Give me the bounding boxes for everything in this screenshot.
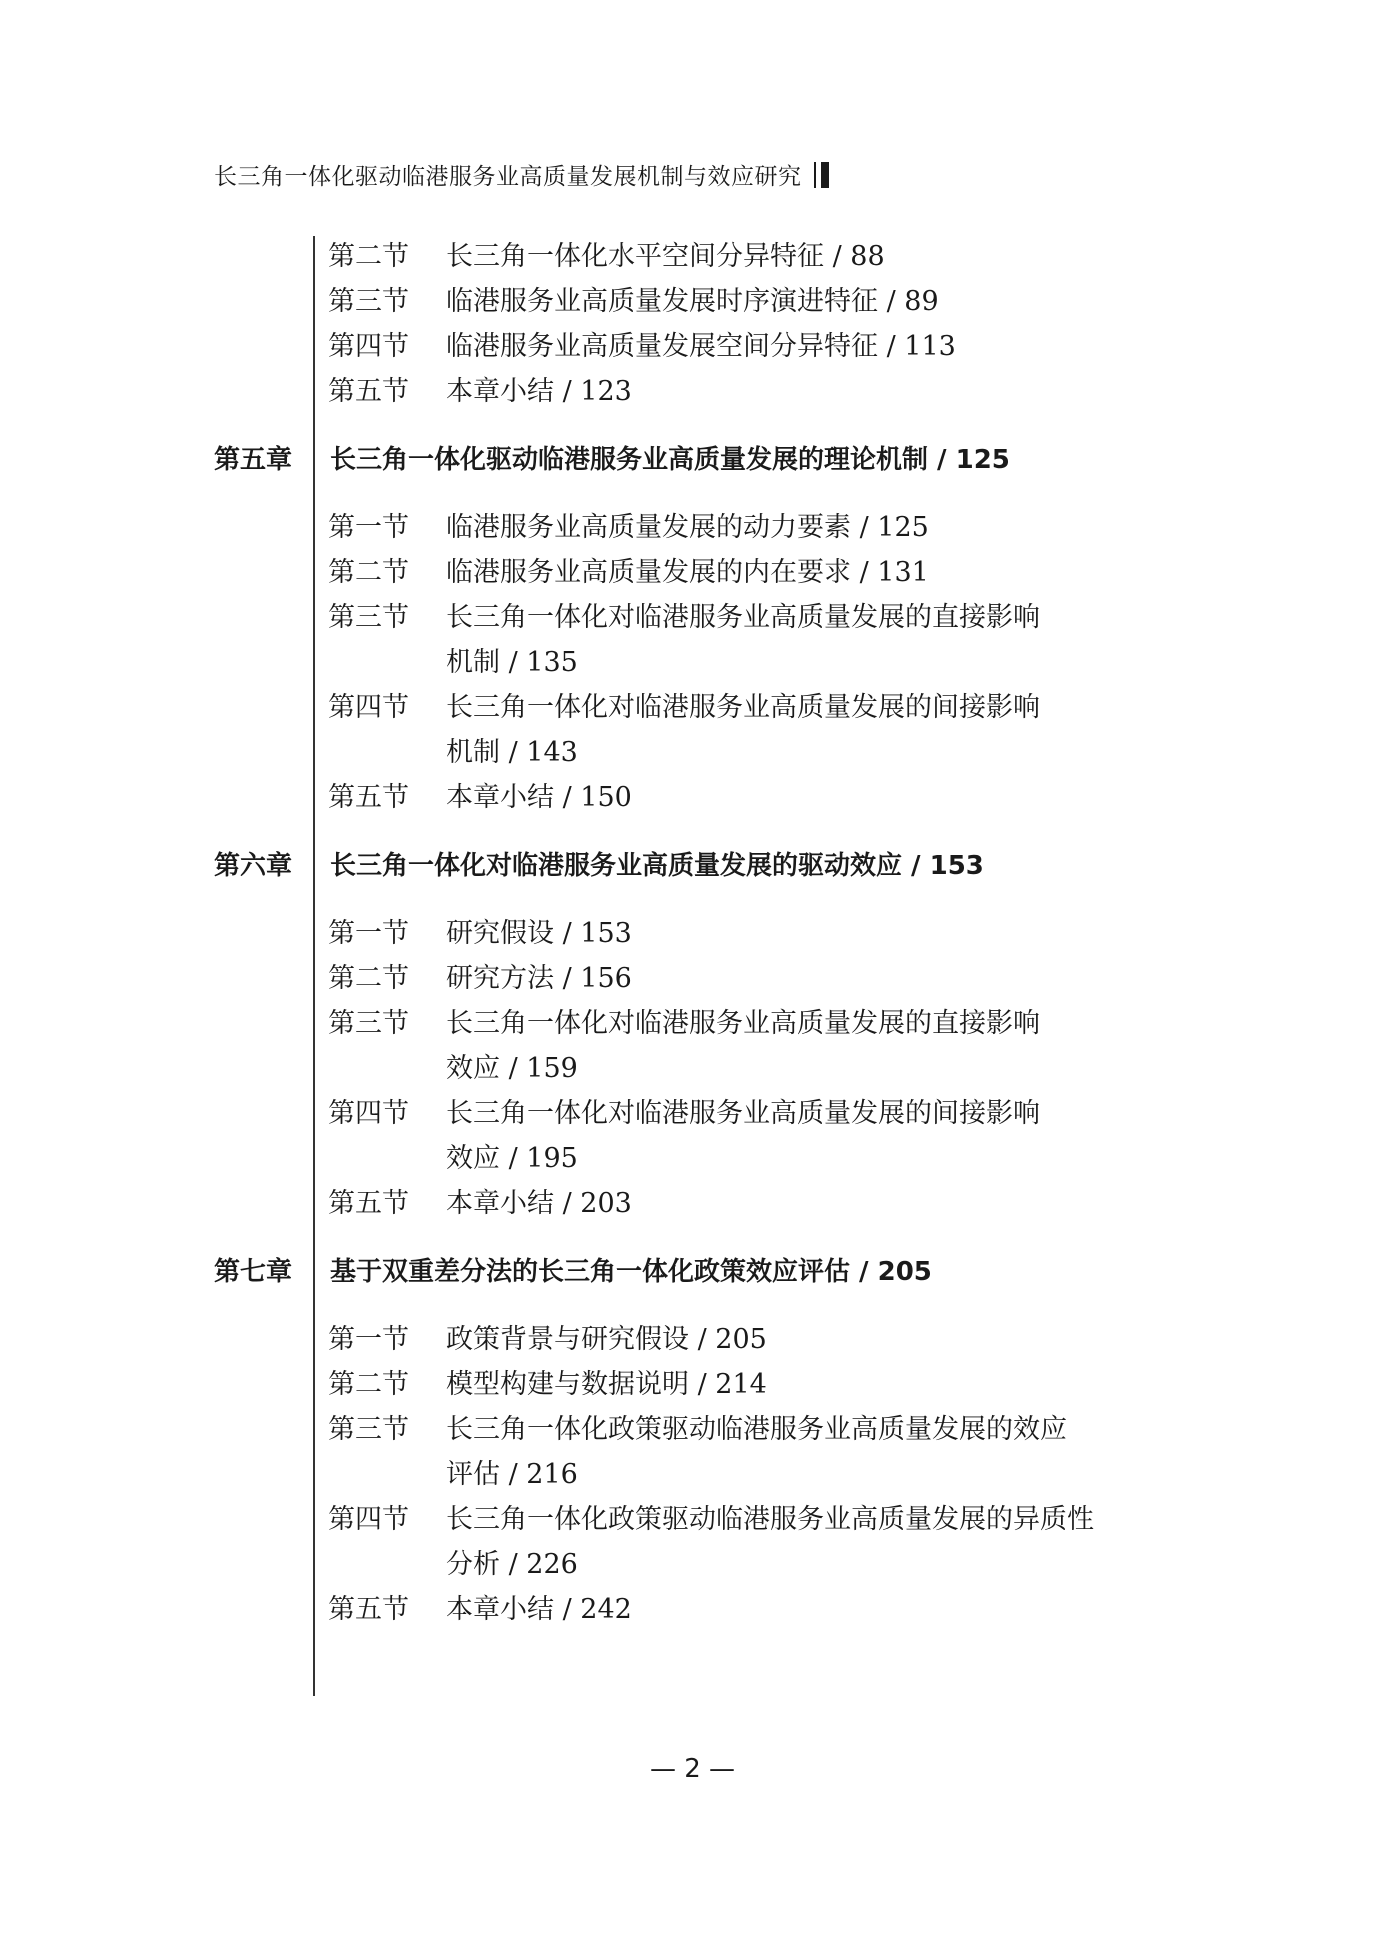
chapter-number: 第六章 xyxy=(214,851,293,881)
section-title: 临港服务业高质量发展空间分异特征 / 113 xyxy=(446,331,956,362)
section-number: 第五节 xyxy=(328,376,409,407)
section-number: 第一节 xyxy=(328,1324,409,1355)
header-block-mark xyxy=(821,162,829,188)
section-title: 研究假设 / 153 xyxy=(446,918,632,949)
header-rule-mark xyxy=(814,162,816,188)
section-title: 长三角一体化对临港服务业高质量发展的直接影响 xyxy=(446,602,1040,633)
section-number: 第三节 xyxy=(328,1414,409,1445)
section-title-continuation: 分析 / 226 xyxy=(446,1549,578,1580)
section-number: 第五节 xyxy=(328,782,409,813)
section-number: 第四节 xyxy=(328,1098,409,1129)
section-title: 本章小结 / 123 xyxy=(446,376,632,407)
section-title: 长三角一体化对临港服务业高质量发展的间接影响 xyxy=(446,692,1040,723)
section-title: 长三角一体化政策驱动临港服务业高质量发展的效应 xyxy=(446,1414,1067,1445)
section-number: 第一节 xyxy=(328,512,409,543)
toc-vertical-rule xyxy=(313,236,315,1696)
section-title: 本章小结 / 150 xyxy=(446,782,632,813)
section-number: 第二节 xyxy=(328,557,409,588)
section-title: 长三角一体化水平空间分异特征 / 88 xyxy=(446,241,885,272)
section-number: 第二节 xyxy=(328,241,409,272)
page-number: — 2 — xyxy=(649,1754,736,1784)
chapter-title: 基于双重差分法的长三角一体化政策效应评估 / 205 xyxy=(330,1257,932,1287)
section-title: 本章小结 / 203 xyxy=(446,1188,632,1219)
section-title: 临港服务业高质量发展的内在要求 / 131 xyxy=(446,557,929,588)
section-title: 政策背景与研究假设 / 205 xyxy=(446,1324,767,1355)
section-title-continuation: 效应 / 159 xyxy=(446,1053,578,1084)
section-number: 第二节 xyxy=(328,1369,409,1400)
section-number: 第四节 xyxy=(328,1504,409,1535)
section-title: 模型构建与数据说明 / 214 xyxy=(446,1369,767,1400)
section-number: 第三节 xyxy=(328,286,409,317)
section-title: 研究方法 / 156 xyxy=(446,963,632,994)
running-header-text: 长三角一体化驱动临港服务业高质量发展机制与效应研究 xyxy=(214,164,802,190)
section-number: 第四节 xyxy=(328,692,409,723)
section-title-continuation: 效应 / 195 xyxy=(446,1143,578,1174)
section-number: 第一节 xyxy=(328,918,409,949)
section-number: 第三节 xyxy=(328,602,409,633)
section-title-continuation: 机制 / 143 xyxy=(446,737,578,768)
chapter-title: 长三角一体化驱动临港服务业高质量发展的理论机制 / 125 xyxy=(330,445,1010,475)
section-number: 第二节 xyxy=(328,963,409,994)
section-title-continuation: 机制 / 135 xyxy=(446,647,578,678)
section-title: 长三角一体化对临港服务业高质量发展的间接影响 xyxy=(446,1098,1040,1129)
section-title: 临港服务业高质量发展时序演进特征 / 89 xyxy=(446,286,939,317)
section-title: 本章小结 / 242 xyxy=(446,1594,632,1625)
chapter-number: 第七章 xyxy=(214,1257,293,1287)
section-title-continuation: 评估 / 216 xyxy=(446,1459,578,1490)
chapter-number: 第五章 xyxy=(214,445,293,475)
section-number: 第四节 xyxy=(328,331,409,362)
chapter-title: 长三角一体化对临港服务业高质量发展的驱动效应 / 153 xyxy=(330,851,984,881)
section-number: 第三节 xyxy=(328,1008,409,1039)
section-title: 临港服务业高质量发展的动力要素 / 125 xyxy=(446,512,929,543)
section-title: 长三角一体化政策驱动临港服务业高质量发展的异质性 xyxy=(446,1504,1094,1535)
section-number: 第五节 xyxy=(328,1188,409,1219)
section-number: 第五节 xyxy=(328,1594,409,1625)
section-title: 长三角一体化对临港服务业高质量发展的直接影响 xyxy=(446,1008,1040,1039)
running-header xyxy=(214,158,829,191)
